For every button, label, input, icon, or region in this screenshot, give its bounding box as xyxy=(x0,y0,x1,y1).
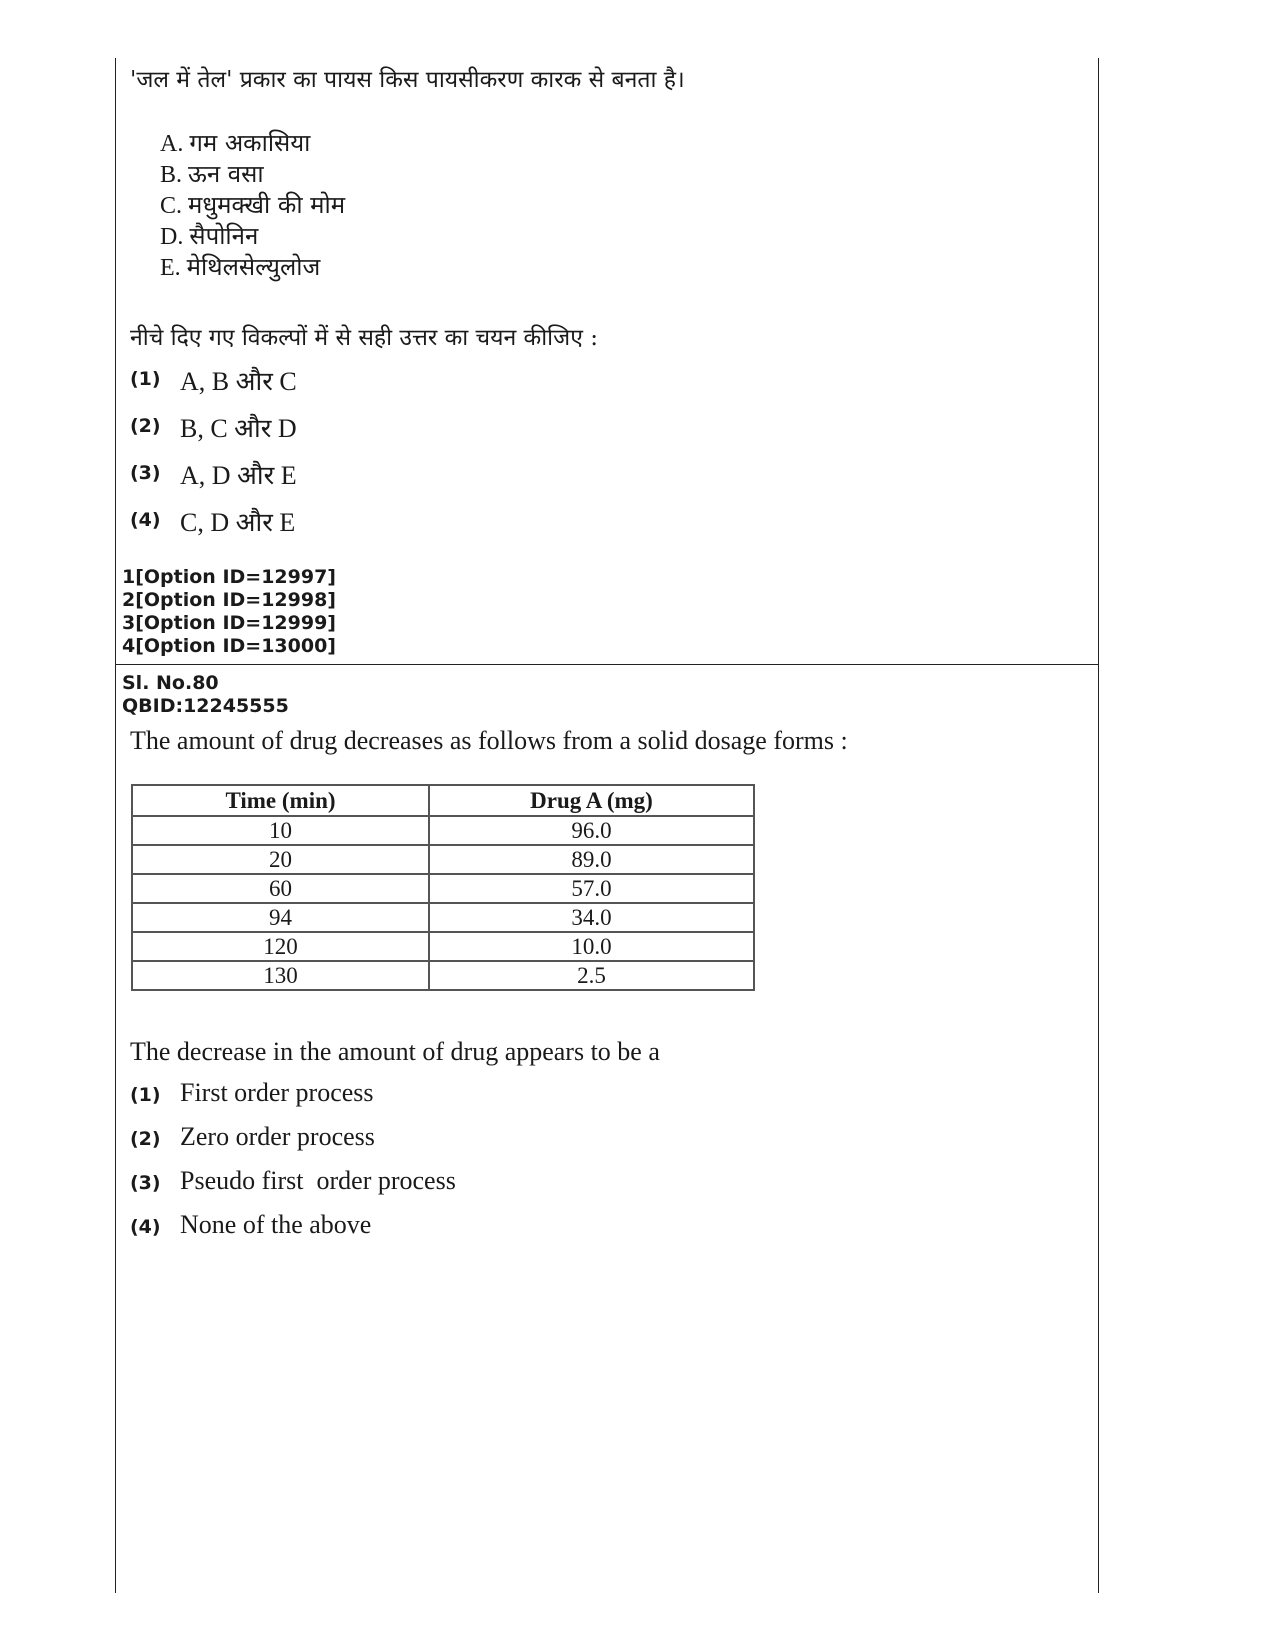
statement-text: सैपोनिन xyxy=(189,222,259,250)
option-id: 3[Option ID=12999] xyxy=(122,612,336,634)
table-row xyxy=(132,903,754,932)
option-text: B, C और D xyxy=(180,414,297,443)
statement-item xyxy=(160,252,345,283)
statement-text: गम अकासिया xyxy=(189,129,311,157)
statement-list xyxy=(160,128,345,283)
drug-cell: 10.0 xyxy=(429,932,754,961)
option-id-list xyxy=(122,566,336,658)
statement-letter: C. xyxy=(160,193,183,219)
column-header-time: Time (min) xyxy=(132,785,429,816)
answer-instruction: नीचे दिए गए विकल्पों में से सही उत्तर का चयन कीजिए : xyxy=(130,325,598,351)
drug-cell: 57.0 xyxy=(429,874,754,903)
drug-cell: 89.0 xyxy=(429,845,754,874)
option-id: 1[Option ID=12997] xyxy=(122,566,336,588)
serial-number: Sl. No.80 xyxy=(122,672,219,694)
table-header-row xyxy=(132,785,754,816)
option-number: (1) xyxy=(130,1084,161,1106)
question-divider xyxy=(115,664,1099,665)
column-header-drug: Drug A (mg) xyxy=(429,785,754,816)
option-text: Zero order process xyxy=(180,1122,375,1151)
statement-text: ऊन वसा xyxy=(188,160,264,188)
page-frame-right-border xyxy=(1098,58,1099,1593)
statement-letter: A. xyxy=(160,131,184,157)
option-id: 2[Option ID=12998] xyxy=(122,589,336,611)
question-text: 'जल में तेल' प्रकार का पायस किस पायसीकरण कारक से बनता है। xyxy=(130,67,685,93)
statement-item xyxy=(160,221,345,252)
table-row xyxy=(132,961,754,990)
time-cell: 94 xyxy=(132,903,429,932)
statement-letter: E. xyxy=(160,255,181,281)
option-number: (4) xyxy=(130,1216,161,1238)
table-row xyxy=(132,845,754,874)
option-text: Pseudo first order process xyxy=(180,1166,456,1195)
time-cell: 60 xyxy=(132,874,429,903)
time-cell: 120 xyxy=(132,932,429,961)
drug-cell: 2.5 xyxy=(429,961,754,990)
option-text: C, D और E xyxy=(180,508,296,537)
page-frame-left-border xyxy=(115,58,116,1593)
statement-text: मेथिलसेल्युलोज xyxy=(186,253,321,281)
drug-amount-table xyxy=(131,784,755,991)
time-cell: 130 xyxy=(132,961,429,990)
statement-letter: B. xyxy=(160,162,183,188)
table-row xyxy=(132,874,754,903)
option-number: (2) xyxy=(130,415,161,437)
question-stem: The decrease in the amount of drug appears to be a xyxy=(130,1037,660,1066)
option-text: First order process xyxy=(180,1078,374,1107)
question-bank-id: QBID:12245555 xyxy=(122,695,289,717)
statement-letter: D. xyxy=(160,224,184,250)
option-number: (4) xyxy=(130,509,161,531)
statement-text: मधुमक्खी की मोम xyxy=(188,191,346,219)
option-number: (3) xyxy=(130,462,161,484)
drug-cell: 96.0 xyxy=(429,816,754,845)
table-row xyxy=(132,932,754,961)
option-id: 4[Option ID=13000] xyxy=(122,635,336,657)
drug-cell: 34.0 xyxy=(429,903,754,932)
option-number: (2) xyxy=(130,1128,161,1150)
option-text: A, B और C xyxy=(180,367,297,396)
option-text: None of the above xyxy=(180,1210,372,1239)
option-number: (3) xyxy=(130,1172,161,1194)
time-cell: 10 xyxy=(132,816,429,845)
option-text: A, D और E xyxy=(180,461,297,490)
option-number: (1) xyxy=(130,368,161,390)
time-cell: 20 xyxy=(132,845,429,874)
statement-item xyxy=(160,128,345,159)
question-text: The amount of drug decreases as follows from a solid dosage forms : xyxy=(130,726,848,755)
statement-item xyxy=(160,190,345,221)
table-row xyxy=(132,816,754,845)
statement-item xyxy=(160,159,345,190)
